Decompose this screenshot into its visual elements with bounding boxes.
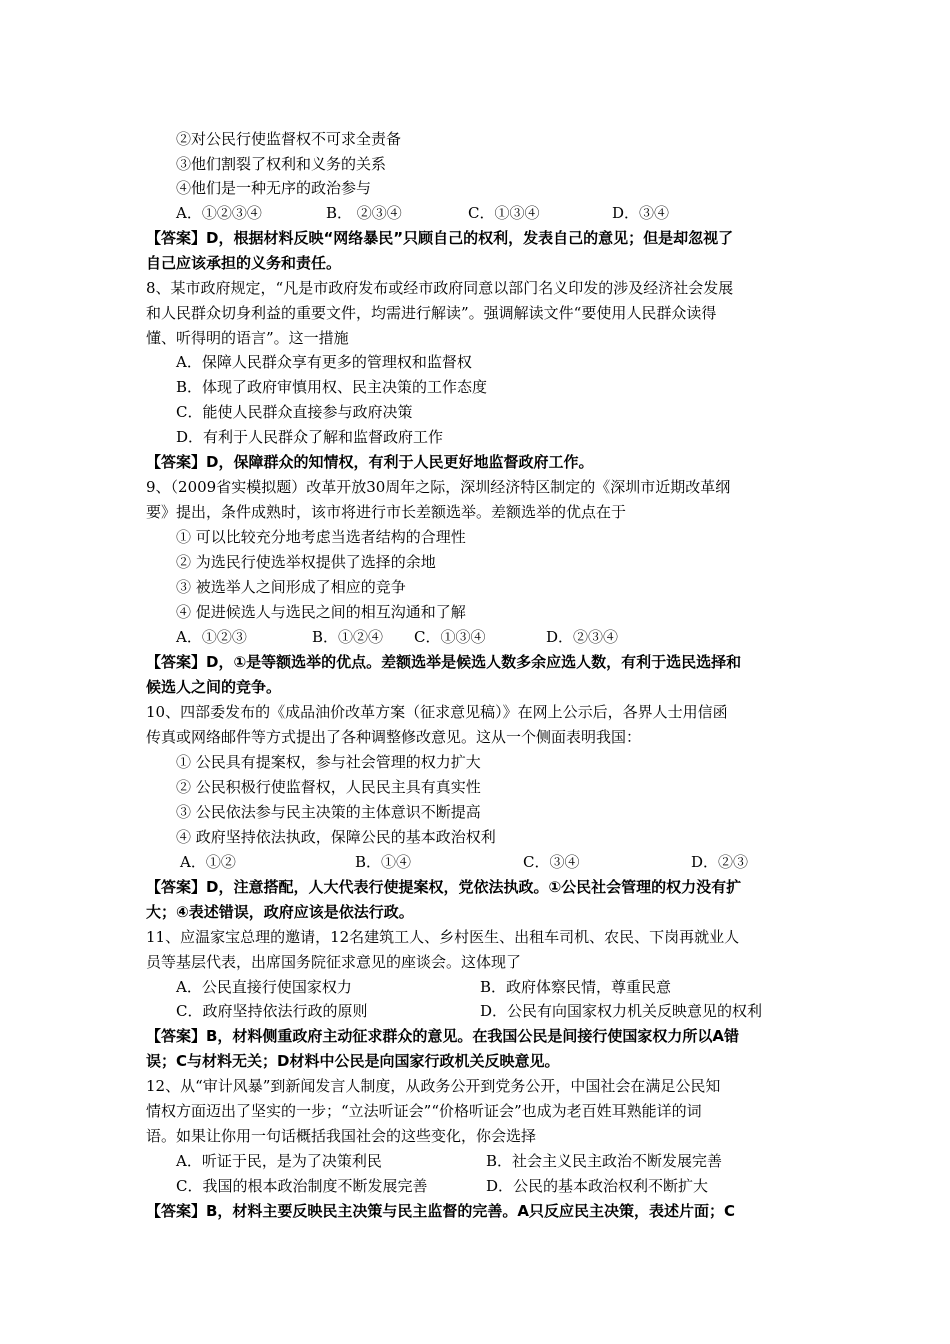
q10-option-b: B．①④ [355,853,412,871]
q10-statement-2: ② 公民积极行使监督权，人民民主具有真实性 [176,778,481,796]
q12-option-b: B．社会主义民主政治不断发展完善 [486,1152,723,1170]
q7-statement-3: ③他们割裂了权利和义务的关系 [176,155,387,173]
q9-statement-4: ④ 促进候选人与选民之间的相互沟通和了解 [176,603,466,621]
q8-answer: 【答案】D，保障群众的知情权，有利于人民更好地监督政府工作。 [146,453,594,471]
q8-option-c: C．能使人民群众直接参与政府决策 [176,403,413,421]
q10-statement-1: ① 公民具有提案权，参与社会管理的权力扩大 [176,753,481,771]
q10-answer-line-2: 大；④表述错误，政府应该是依法行政。 [146,903,414,921]
q12-answer-line-1: 【答案】B，材料主要反映民主决策与民主监督的完善。A只反应民主决策，表述片面；C [146,1202,736,1220]
q9-stem-line-2: 要》提出，条件成熟时，该市将进行市长差额选举。差额选举的优点在于 [146,503,627,521]
q11-option-a: A．公民直接行使国家权力 [176,978,352,996]
q11-stem-line-2: 员等基层代表，出席国务院征求意见的座谈会。这体现了 [146,953,522,971]
q12-option-a: A．听证于民，是为了决策利民 [176,1152,382,1170]
q8-option-b: B．体现了政府审慎用权、民主决策的工作态度 [176,378,488,396]
q10-option-d: D．②③ [691,853,749,871]
q9-stem-line-1: 9、（2009省实模拟题）改革开放30周年之际，深圳经济特区制定的《深圳市近期改革纲 [146,478,731,496]
q7-option-c: C．①③④ [468,204,540,222]
q11-stem-line-1: 11、应温家宝总理的邀请，12名建筑工人、乡村医生、出租车司机、农民、下岗再就业人 [146,928,740,946]
q7-statement-4: ④他们是一种无序的政治参与 [176,179,372,197]
q8-option-a: A．保障人民群众享有更多的管理权和监督权 [176,353,472,371]
q9-statement-2: ② 为选民行使选举权提供了选择的余地 [176,553,436,571]
q12-stem-line-3: 语。如果让你用一句话概括我国社会的这些变化，你会选择 [146,1127,537,1145]
q7-answer-line-1: 【答案】D，根据材料反映“网络暴民”只顾自己的权利，发表自己的意见；但是却忽视了 [146,229,734,247]
q9-option-b: B．①②④ [312,628,384,646]
q11-option-d: D．公民有向国家权力机关反映意见的权利 [480,1002,763,1020]
q7-statement-2: ②对公民行使监督权不可求全责备 [176,130,402,148]
q12-option-d: D．公民的基本政治权利不断扩大 [486,1177,709,1195]
q10-stem-line-2: 传真或网络邮件等方式提出了各种调整修改意见。这从一个侧面表明我国： [146,728,642,746]
q10-statement-4: ④ 政府坚持依法执政，保障公民的基本政治权利 [176,828,496,846]
q10-option-c: C．③④ [523,853,580,871]
q9-option-a: A．①②③ [176,628,247,646]
q10-answer-line-1: 【答案】D，注意搭配，人大代表行使提案权，党依法执政。①公民社会管理的权力没有扩 [146,878,742,896]
q11-option-b: B．政府体察民情，尊重民意 [480,978,672,996]
q8-stem-line-1: 8、某市政府规定，“凡是市政府发布或经市政府同意以部门名义印发的涉及经济社会发展 [146,279,734,297]
q11-answer-line-2: 误；C与材料无关；D材料中公民是向国家行政机关反映意见。 [146,1052,560,1070]
q8-option-d: D．有利于人民群众了解和监督政府工作 [176,428,444,446]
q9-option-d: D．②③④ [546,628,619,646]
q7-option-d: D．③④ [612,204,670,222]
q10-stem-line-1: 10、四部委发布的《成品油价改革方案（征求意见稿）》在网上公示后，各界人士用信函 [146,703,728,721]
q7-answer-line-2: 自己应该承担的义务和责任。 [146,254,342,272]
q12-stem-line-2: 情权方面迈出了坚实的一步；“立法听证会”“价格听证会”也成为老百姓耳熟能详的词 [146,1102,702,1120]
q10-option-a: A．①② [180,853,236,871]
q8-stem-line-3: 懂、听得明的语言”。这一措施 [146,329,349,347]
q10-statement-3: ③ 公民依法参与民主决策的主体意识不断提高 [176,803,481,821]
q12-stem-line-1: 12、从“审计风暴”到新闻发言人制度，从政务公开到党务公开，中国社会在满足公民知 [146,1077,721,1095]
q9-answer-line-2: 候选人之间的竞争。 [146,678,282,696]
q7-option-a: A．①②③④ [176,204,262,222]
q9-answer-line-1: 【答案】D，①是等额选举的优点。差额选举是候选人数多余应选人数，有利于选民选择和 [146,653,742,671]
q9-statement-3: ③ 被选举人之间形成了相应的竞争 [176,578,406,596]
q12-option-c: C．我国的根本政治制度不断发展完善 [176,1177,428,1195]
q9-option-c: C．①③④ [414,628,486,646]
q9-statement-1: ① 可以比较充分地考虑当选者结构的合理性 [176,528,466,546]
q8-stem-line-2: 和人民群众切身利益的重要文件，均需进行解读”。强调解读文件“要使用人民群众读得 [146,304,717,322]
q11-answer-line-1: 【答案】B，材料侧重政府主动征求群众的意见。在我国公民是间接行使国家权力所以A错 [146,1027,740,1045]
q11-option-c: C．政府坚持依法行政的原则 [176,1002,368,1020]
q7-option-b: B． ②③④ [326,204,402,222]
